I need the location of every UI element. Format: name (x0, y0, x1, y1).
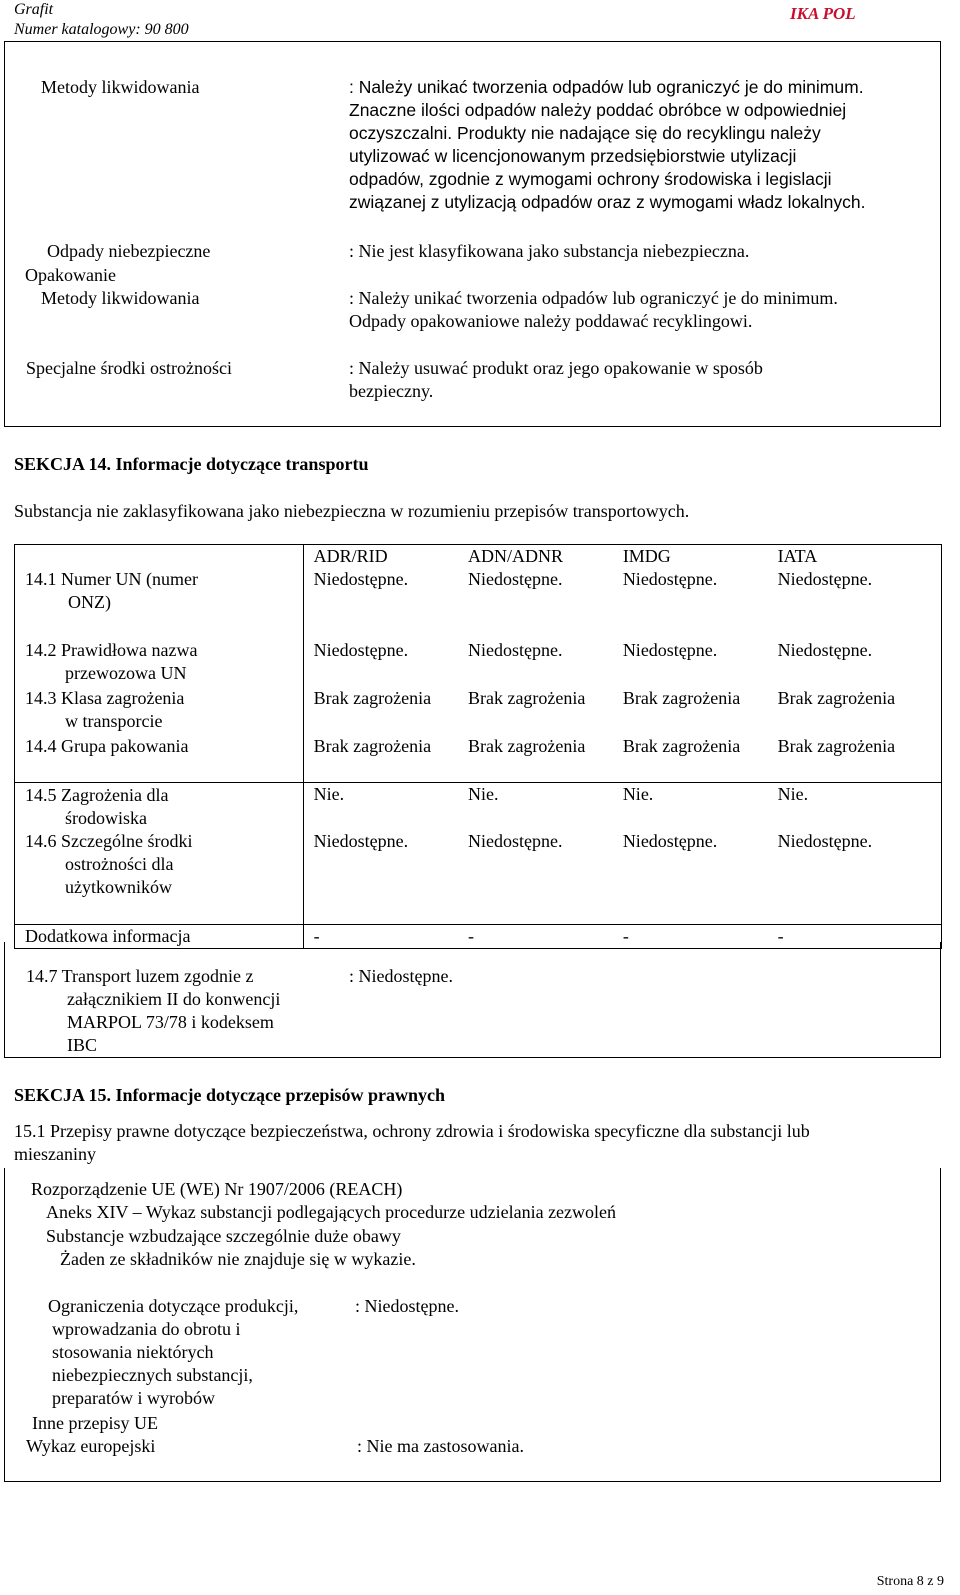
column-header: IATA (768, 545, 942, 569)
row-label: 14.5 Zagrożenia dla środowiska (15, 782, 304, 830)
row-label: 14.3 Klasa zagrożenia w transporcie (15, 687, 304, 735)
row-label: 14.1 Numer UN (numer ONZ) (15, 568, 304, 639)
specjalne-srodki-value: : Należy usuwać produkt oraz jego opakowanie w sposób bezpieczny. (349, 358, 763, 401)
section-15-title: SEKCJA 15. Informacje dotyczące przepisów prawnych (14, 1085, 445, 1105)
table-row: 14.2 Prawidłowa nazwa przewozowa UN Niedostępne. Niedostępne. Niedostępne. Niedostępne. (15, 639, 942, 687)
zaden-line: Żaden ze składników nie znajduje się w wykazie. (60, 1249, 416, 1269)
wykaz-europejski-value: : Nie ma zastosowania. (357, 1436, 524, 1456)
table-row-dodatkowa: Dodatkowa informacja - - - - (15, 924, 942, 948)
table-header-row (15, 545, 942, 569)
metody-likwidowania-2-label: Metody likwidowania (41, 288, 200, 308)
substancje-line: Substancje wzbudzające szczególnie duże obawy (46, 1226, 401, 1246)
odpady-niebezpieczne-value: : Nie jest klasyfikowana jako substancja niebezpieczna. (349, 241, 750, 261)
wykaz-europejski-label: Wykaz europejski (26, 1436, 156, 1456)
section-15-subtitle: 15.1 Przepisy prawne dotyczące bezpieczeństwa, ochrony zdrowia i środowiska specyficzne dla substancji lub mieszaniny (14, 1121, 810, 1164)
inne-przepisy-label: Inne przepisy UE (32, 1413, 158, 1433)
row-label: 14.2 Prawidłowa nazwa przewozowa UN (15, 639, 304, 687)
table-row: 14.1 Numer UN (numer ONZ) Niedostępne. Niedostępne. Niedostępne. Niedostępne. (15, 568, 942, 639)
ograniczenia-value: : Niedostępne. (355, 1296, 459, 1316)
brand-name: IKA POL (790, 4, 856, 23)
table-row: 14.5 Zagrożenia dla środowiska Nie. Nie. Nie. Nie. (15, 782, 942, 830)
marpol-label: 14.7 Transport luzem zgodnie z załącznikiem II do konwencji MARPOL 73/78 i kodeksem IBC (26, 966, 281, 1055)
transport-table (14, 544, 942, 949)
section-14-intro: Substancja nie zaklasyfikowana jako niebezpieczna w rozumieniu przepisów transportowych. (14, 501, 690, 521)
metody-likwidowania-2-value: : Należy unikać tworzenia odpadów lub ograniczyć je do minimum. Odpady opakowaniowe należy poddawać recyklingowi. (349, 288, 838, 331)
document-header (14, 0, 189, 40)
column-header: IMDG (613, 545, 768, 569)
table-row: 14.3 Klasa zagrożenia w transporcie Brak zagrożenia Brak zagrożenia Brak zagrożenia Brak zagrożenia (15, 687, 942, 735)
section-14-title: SEKCJA 14. Informacje dotyczące transportu (14, 454, 369, 474)
odpady-niebezpieczne-label: Odpady niebezpieczne (47, 241, 211, 261)
row-label: 14.4 Grupa pakowania (15, 735, 304, 782)
column-header: ADN/ADNR (458, 545, 613, 569)
page-number: Strona 8 z 9 (876, 1574, 944, 1589)
metody-likwidowania-value: : Należy unikać tworzenia odpadów lub ograniczyć je do minimum. Znaczne ilości odpadów należy poddać obróbce w odpowiedniej oczyszczalni. Produkty nie nadające się do recyklingu należy utylizować w licencjonowanym przedsiębiorstwie utylizacji odpadów, zgodnie z wymogami ochrony środowiska i legislacji związanej z utylizacją odpadów oraz z wymogami władz lokalnych. (349, 77, 866, 212)
column-header: ADR/RID (303, 545, 458, 569)
specjalne-srodki-label: Specjalne środki ostrożności (26, 358, 232, 378)
row-label: 14.6 Szczególne środki ostrożności dla użytkowników (15, 830, 304, 924)
catalog-number: Numer katalogowy: 90 800 (14, 21, 189, 38)
table-row: 14.4 Grupa pakowania Brak zagrożenia Brak zagrożenia Brak zagrożenia Brak zagrożenia (15, 735, 942, 782)
opakowanie-label: Opakowanie (25, 265, 116, 285)
reach-line: Rozporządzenie UE (WE) Nr 1907/2006 (REACH) (31, 1179, 403, 1199)
metody-likwidowania-label: Metody likwidowania (41, 77, 200, 97)
product-name: Grafit (14, 1, 54, 18)
table-row: 14.6 Szczególne środki ostrożności dla użytkowników Niedostępne. Niedostępne. Niedostępne. Niedostępne. (15, 830, 942, 924)
ograniczenia-label: Ograniczenia dotyczące produkcji, wprowadzania do obrotu i stosowania niektórych niebezpiecznych substancji, preparatów i wyrobów (48, 1296, 299, 1408)
marpol-value: : Niedostępne. (349, 966, 453, 986)
row-label: Dodatkowa informacja (15, 924, 304, 948)
aneks-line: Aneks XIV – Wykaz substancji podlegających procedurze udzielania zezwoleń (46, 1202, 617, 1222)
